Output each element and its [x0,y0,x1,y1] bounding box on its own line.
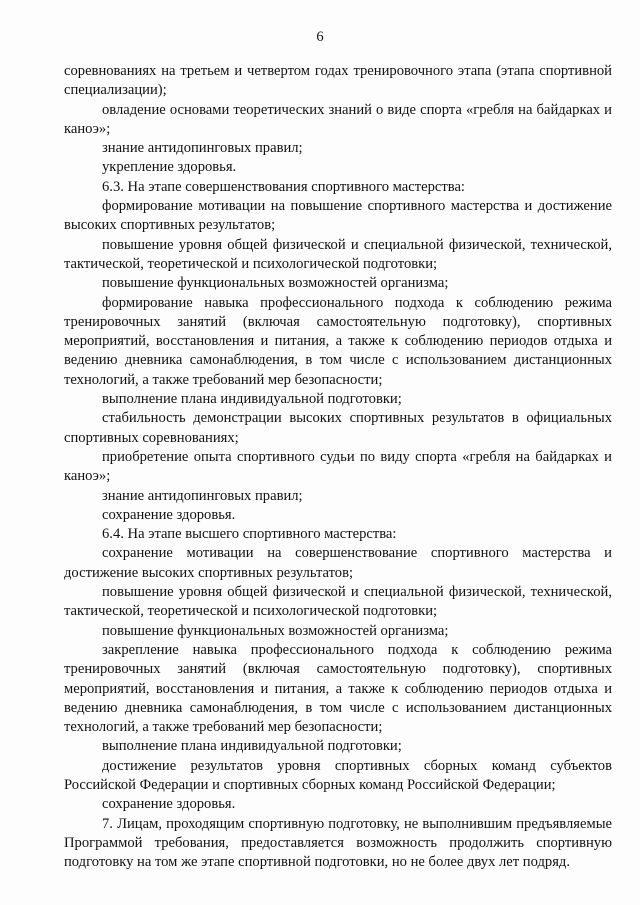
paragraph: приобретение опыта спортивного судьи по виду спорта «гребля на байдарках и каноэ»; [64,448,612,485]
paragraph: повышение функциональных возможностей организма; [102,622,449,639]
paragraph: выполнение плана индивидуальной подготовки; [102,738,402,755]
paragraph: сохранение мотивации на совершенствование спортивного мастерства и достижение высоких спортивных результатов; [64,545,612,581]
paragraph: формирование навыка профессионального подхода к соблюдению режима тренировочных занятий (включая самостоятельную подготовку), спортивных мероприятий, восстановления и питания, а также к соблюдению периодов отдыха и ведению дневника самонаблюдения, в том числе с использованием дистанционных технологий, а также требований мер безопасности; [64,294,612,388]
paragraph: стабильность демонстрации высоких спортивных результатов в официальных спортивных соревнованиях; [64,410,612,446]
document-body [64,62,612,872]
paragraph: укрепление здоровья. [102,159,237,176]
paragraph: закрепление навыка профессионального подхода к соблюдению режима тренировочных занятий (включая самостоятельную подготовку), спортивных мероприятий, восстановления и питания, а также к соблюдению периодов отдыха и ведению дневника самонаблюдения, в том числе с использованием дистанционных технологий, а также требований мер безопасности; [64,641,612,736]
paragraph: выполнение плана индивидуальной подготовки; [102,391,402,408]
paragraph: знание антидопинговых правил; [102,487,303,504]
paragraph: 7. Лицам, проходящим спортивную подготовку, не выполнившим предъявляемые Программой требования, предоставляется возможность продолжить спортивную подготовку на том же этапе спортивной подготовки, но не более двух лет подряд. [64,815,612,871]
paragraph: соревнованиях на третьем и четвертом годах тренировочного этапа (этапа спортивной специализации); [64,63,612,99]
paragraph: повышение уровня общей физической и специальной физической, технической, тактической, теоретической и психологической подготовки; [64,584,612,620]
paragraph: формирование мотивации на повышение спортивного мастерства и достижение высоких спортивных результатов; [64,198,612,234]
paragraph: повышение уровня общей физической и специальной физической, технической, тактической, теоретической и психологической подготовки; [64,236,612,272]
paragraph: сохранение здоровья. [102,796,236,813]
paragraph: овладение основами теоретических знаний о виде спорта «гребля на байдарках и каноэ»; [64,101,612,137]
paragraph: повышение функциональных возможностей организма; [102,275,449,292]
paragraph: 6.4. На этапе высшего спортивного мастерства: [102,526,397,543]
page-number: 6 [316,29,324,45]
paragraph: знание антидопинговых правил; [102,140,303,157]
paragraph: достижение результатов уровня спортивных сборных команд субъектов Российской Федерации и спортивных сборных команд Российской Федерации; [64,757,612,793]
paragraph: 6.3. На этапе совершенствования спортивного мастерства: [102,178,465,195]
paragraph: сохранение здоровья. [102,506,236,523]
